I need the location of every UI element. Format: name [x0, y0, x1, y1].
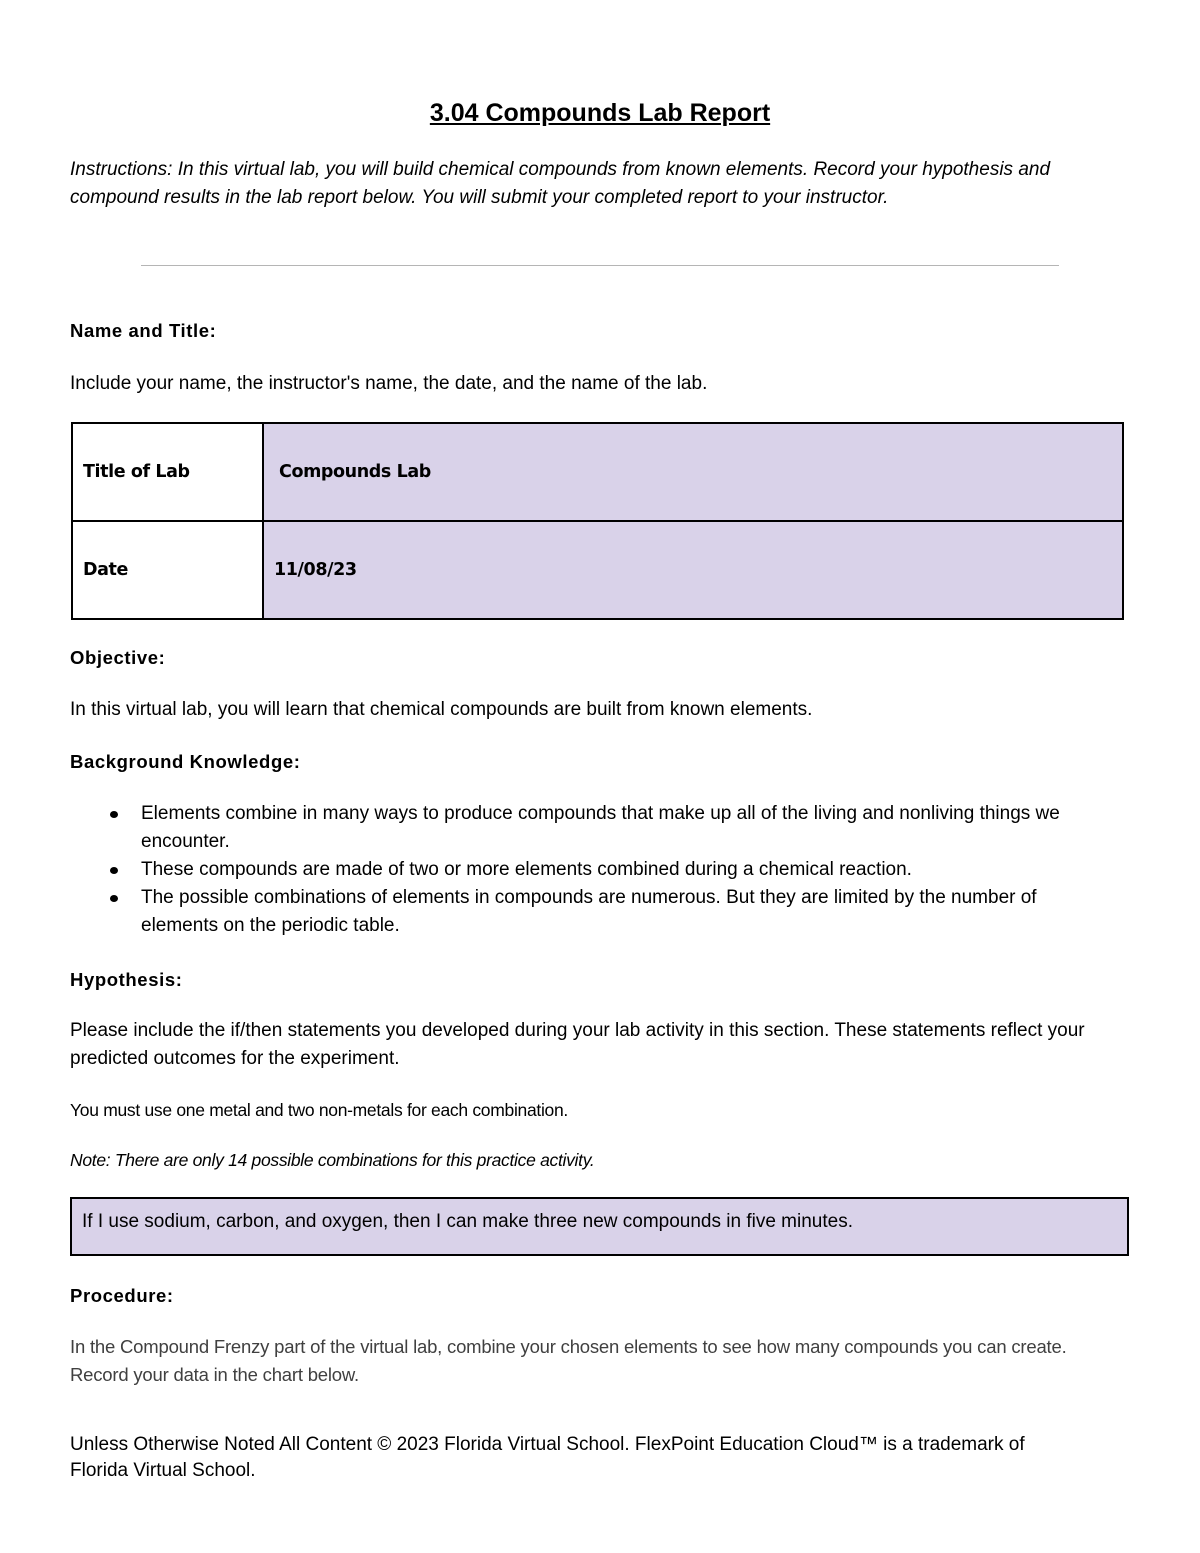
bullet-icon — [110, 867, 118, 874]
title-of-lab-value[interactable]: Compounds Lab — [263, 423, 1123, 521]
hypothesis-rule: You must use one metal and two non-metals for each combination. — [70, 1100, 568, 1120]
page-title: 3.04 Compounds Lab Report — [429, 99, 771, 127]
divider-line — [141, 265, 1059, 266]
hypothesis-note: Note: There are only 14 possible combinations for this practice activity. — [70, 1150, 595, 1170]
title-of-lab-label: Title of Lab — [72, 423, 263, 521]
date-value[interactable]: 11/08/23 — [263, 521, 1123, 619]
lab-info-table — [71, 422, 1124, 620]
background-bullet-list — [70, 800, 1110, 940]
objective-heading: Objective: — [70, 647, 166, 668]
list-item — [70, 856, 1110, 884]
procedure-heading: Procedure: — [70, 1285, 174, 1306]
copyright-footer: Unless Otherwise Noted All Content © 2023 Florida Virtual School. FlexPoint Education Cloud™ is a trademark of Florida Virtual School. — [70, 1434, 1025, 1481]
objective-text: In this virtual lab, you will learn that chemical compounds are built from known elements. — [70, 699, 813, 720]
bullet-icon — [110, 811, 118, 818]
list-item — [70, 800, 1110, 856]
procedure-text: In the Compound Frenzy part of the virtual lab, combine your chosen elements to see how many compounds you can create. Record your data in the chart below. — [70, 1336, 1067, 1385]
instructions-text: Instructions: In this virtual lab, you will build chemical compounds from known elements. Record your hypothesis and compound results in the lab report below. You will submit your completed report to your instructor. — [70, 159, 1051, 208]
bullet-icon — [110, 895, 118, 902]
hypothesis-answer-box[interactable]: If I use sodium, carbon, and oxygen, then I can make three new compounds in five minutes. — [70, 1197, 1129, 1256]
bullet-text: The possible combinations of elements in compounds are numerous. But they are limited by the number of elements on the periodic table. — [141, 887, 1037, 936]
table-row — [72, 423, 1123, 521]
hypothesis-text: Please include the if/then statements you developed during your lab activity in this section. These statements reflect your predicted outcomes for the experiment. — [70, 1020, 1085, 1069]
background-heading: Background Knowledge: — [70, 751, 301, 772]
bullet-text: Elements combine in many ways to produce compounds that make up all of the living and nonliving things we encounter. — [141, 803, 1060, 852]
table-row — [72, 521, 1123, 619]
bullet-text: These compounds are made of two or more elements combined during a chemical reaction. — [141, 859, 912, 880]
list-item — [70, 884, 1110, 940]
name-title-text: Include your name, the instructor's name, the date, and the name of the lab. — [70, 373, 708, 394]
date-label: Date — [72, 521, 263, 619]
hypothesis-heading: Hypothesis: — [70, 969, 183, 990]
name-title-heading: Name and Title: — [70, 320, 217, 341]
